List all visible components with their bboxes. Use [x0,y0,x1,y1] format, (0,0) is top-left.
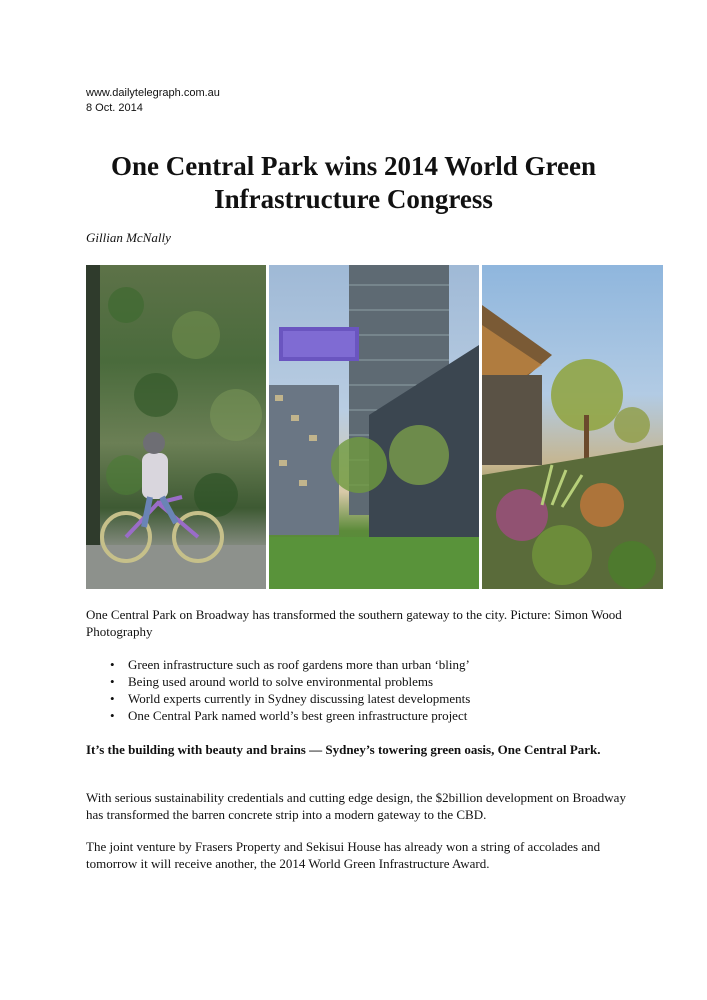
article-author: Gillian McNally [86,230,171,245]
list-item: • Green infrastructure such as roof gardens more than urban ‘bling’ [110,656,630,673]
green-wall-cyclist-illustration [86,265,266,589]
list-item: • One Central Park named world’s best green infrastructure project [110,707,630,724]
article-paragraph: With serious sustainability credentials and cutting edge design, the $2billion development on Broadway has transformed the barren concrete strip into a modern gateway to the CBD. [86,790,626,822]
key-points-list [110,656,630,724]
photo-rooftop-garden [482,265,663,589]
photo-caption: One Central Park on Broadway has transformed the southern gateway to the city. Picture: Simon Wood Photography [86,607,622,639]
article-title: One Central Park wins 2014 World Green Infrastructure Congress [111,151,596,214]
rooftop-garden-illustration [482,265,663,589]
source-info [86,86,220,116]
article-lead: It’s the building with beauty and brains — Sydney’s towering green oasis, One Central Park. [86,742,601,757]
list-item: • Being used around world to solve environmental problems [110,673,630,690]
source-date: 8 Oct. 2014 [86,102,143,114]
article-paragraph: The joint venture by Frasers Property and Sekisui House has already won a string of accolades and tomorrow it will receive another, the 2014 World Green Infrastructure Award. [86,839,601,871]
photo-collage [86,265,663,589]
towers-illustration [269,265,479,589]
list-item: • World experts currently in Sydney discussing latest developments [110,690,630,707]
photo-central-park-towers [269,265,479,589]
source-website[interactable]: www.dailytelegraph.com.au [86,87,220,99]
photo-green-wall-cyclist [86,265,266,589]
